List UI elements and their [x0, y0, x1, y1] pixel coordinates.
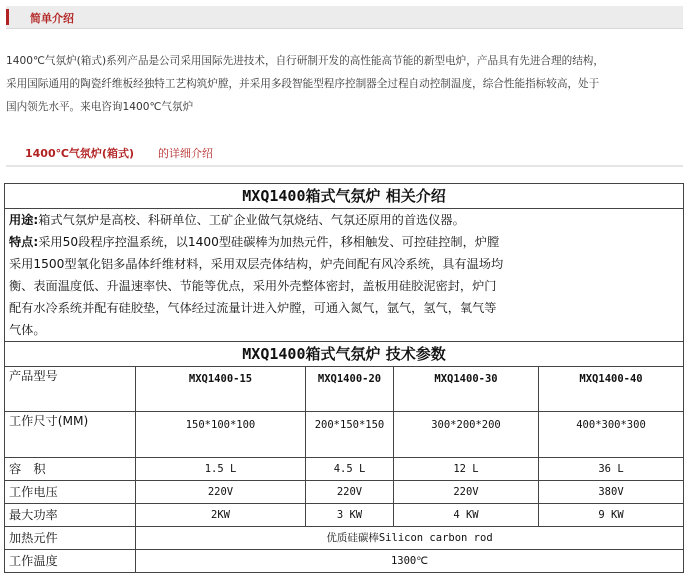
table-row	[5, 412, 684, 458]
table-row	[5, 481, 684, 504]
use-label: 用途:	[9, 213, 39, 227]
header-accent-bar	[6, 9, 9, 25]
voltage-cell: 220V	[136, 481, 306, 504]
power-cell: 3 KW	[306, 504, 394, 527]
table-row	[5, 527, 684, 550]
model-cell: MXQ1400-40	[539, 367, 684, 412]
product-description	[5, 209, 684, 342]
volume-cell: 4.5 L	[306, 458, 394, 481]
volume-cell: 1.5 L	[136, 458, 306, 481]
intro-paragraph	[6, 50, 686, 119]
feature-line: 气体。	[9, 323, 46, 337]
intro-line: 采用国际通用的陶瓷纤维板经独特工艺构筑炉膛，并采用多段智能型程序控制器全过程自动控制温度，综合性能指标较高，处于	[6, 78, 600, 90]
row-label-model: 产品型号	[5, 367, 136, 412]
use-text: 箱式气氛炉是高校、科研单位、工矿企业做气氛烧结、气氛还原用的首选仪器。	[38, 213, 465, 227]
size-cell: 400*300*300	[539, 412, 684, 458]
voltage-cell: 380V	[539, 481, 684, 504]
temp-cell: 1300℃	[136, 550, 684, 573]
size-cell: 200*150*150	[306, 412, 394, 458]
feature-line: 采用50段程序控温系统，以1400型硅碳棒为加热元件，移相触发、可控硅控制，炉膛	[38, 235, 500, 249]
row-label-power: 最大功率	[5, 504, 136, 527]
spec-table	[4, 183, 684, 573]
power-cell: 9 KW	[539, 504, 684, 527]
intro-section-title: 简单介绍	[30, 12, 74, 25]
intro-section-header	[6, 6, 683, 29]
model-cell: MXQ1400-30	[394, 367, 539, 412]
spec-table-title-text: 箱式气氛炉 技术参数	[305, 345, 446, 363]
feature-label: 特点:	[9, 235, 39, 249]
model-cell: MXQ1400-15	[136, 367, 306, 412]
volume-cell: 36 L	[539, 458, 684, 481]
intro-table-title-text: 箱式气氛炉 相关介绍	[305, 187, 446, 205]
table-row	[5, 550, 684, 573]
power-cell: 4 KW	[394, 504, 539, 527]
row-label-heater: 加热元件	[5, 527, 136, 550]
table-row	[5, 504, 684, 527]
heater-cell: 优质硅碳棒Silicon carbon rod	[136, 527, 684, 550]
voltage-cell: 220V	[394, 481, 539, 504]
table-row	[5, 458, 684, 481]
detail-section-product: 1400℃气氛炉(箱式)	[25, 147, 134, 160]
row-label-volume: 容 积	[5, 458, 136, 481]
feature-line: 采用1500型氧化铝多晶体纤维材料，采用双层壳体结构，炉壳间配有风冷系统，具有温场均	[9, 257, 504, 271]
intro-table-title-model: MXQ1400	[242, 187, 306, 205]
spec-table-title	[5, 342, 684, 367]
row-label-size: 工作尺寸(MM)	[5, 412, 136, 458]
power-cell: 2KW	[136, 504, 306, 527]
size-cell: 300*200*200	[394, 412, 539, 458]
size-cell: 150*100*100	[136, 412, 306, 458]
model-cell: MXQ1400-20	[306, 367, 394, 412]
row-label-voltage: 工作电压	[5, 481, 136, 504]
intro-line: 国内领先水平。来电咨询1400℃气氛炉	[6, 101, 194, 113]
voltage-cell: 220V	[306, 481, 394, 504]
feature-line: 衡、表面温度低、升温速率快、节能等优点，采用外壳整体密封，盖板用硅胶泥密封，炉门	[9, 279, 497, 293]
row-label-temp: 工作温度	[5, 550, 136, 573]
table-row	[5, 367, 684, 412]
intro-table-title	[5, 184, 684, 209]
detail-section-suffix: 的详细介绍	[158, 147, 213, 160]
spec-table-title-model: MXQ1400	[242, 345, 306, 363]
feature-line: 配有水冷系统并配有硅胶垫，气体经过流量计进入炉膛，可通入氮气，氩气，氢气，氧气等	[9, 301, 497, 315]
volume-cell: 12 L	[394, 458, 539, 481]
intro-line: 1400℃气氛炉(箱式)系列产品是公司采用国际先进技术，自行研制开发的高性能高节能的新型电炉，产品具有先进合理的结构，	[6, 55, 604, 67]
detail-section-header	[6, 139, 683, 167]
